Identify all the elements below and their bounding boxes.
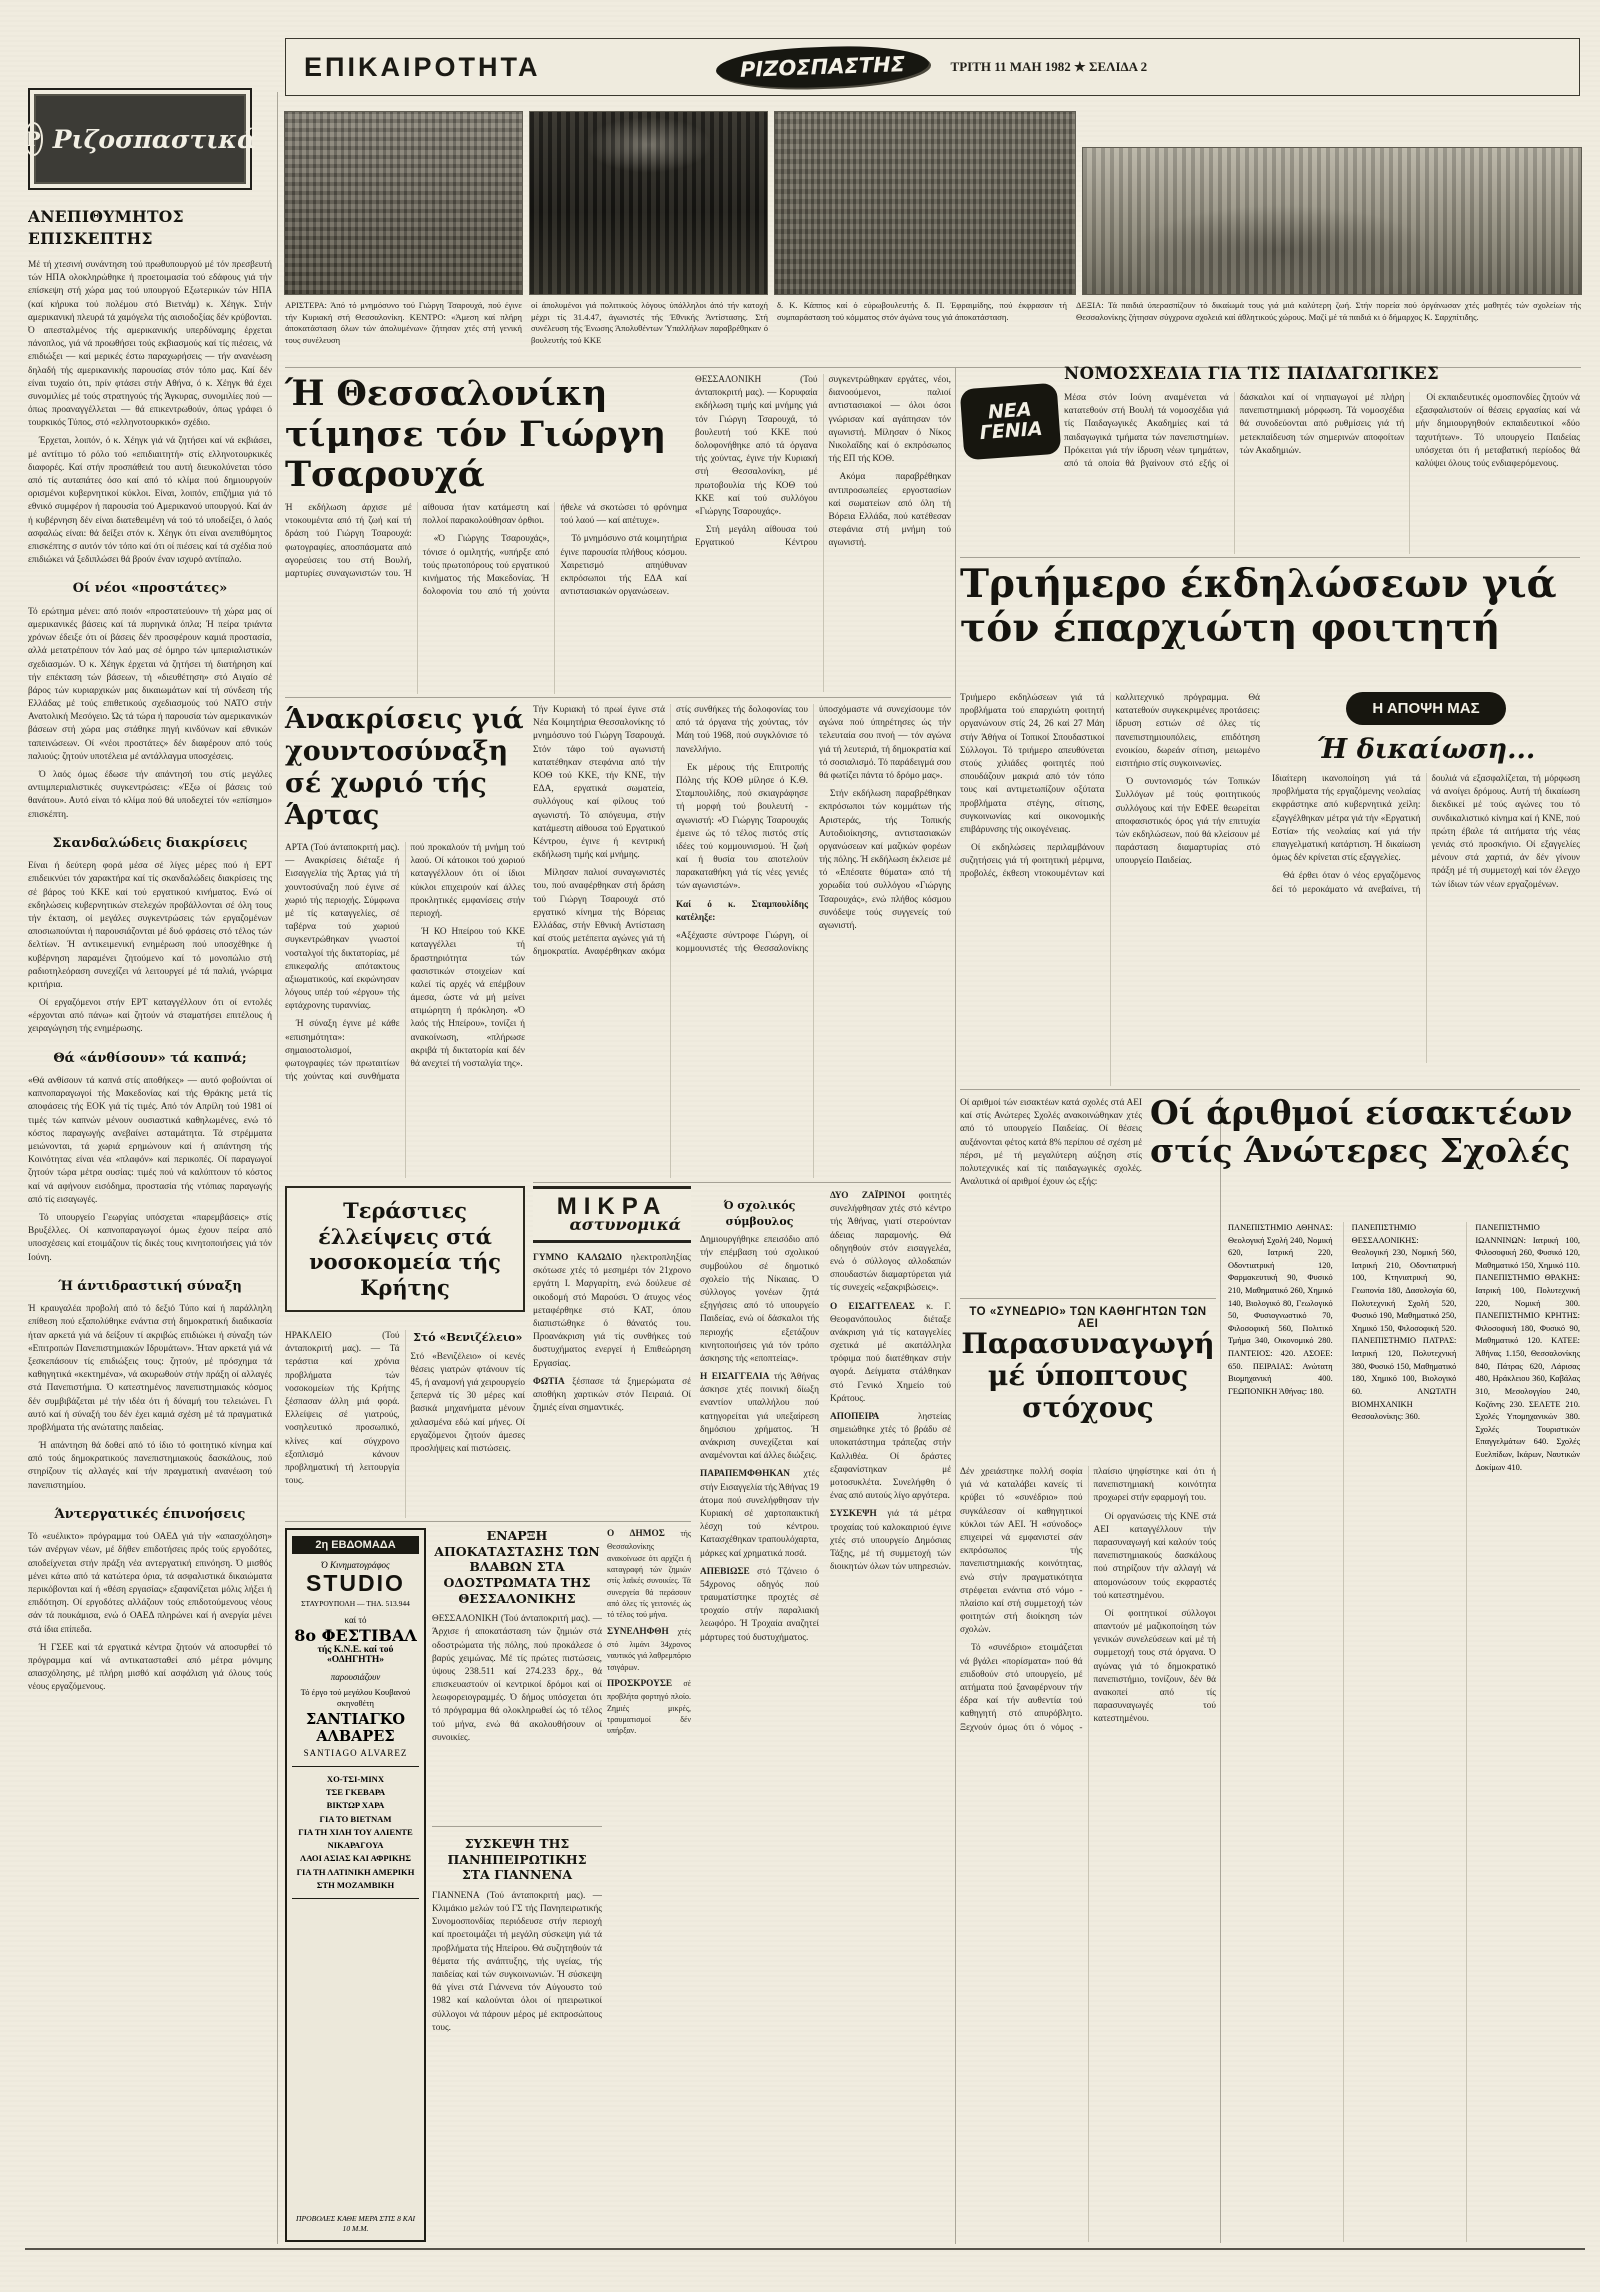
news-brief: [533, 1376, 691, 1416]
ad-presents: παρουσιάζουν: [330, 1672, 381, 1682]
photo-union-meeting: [775, 112, 1075, 294]
brief-text: χτές στήν Εισαγγελία τής Άθήνας 19 άτομα πού συνελήφθησαν τήν Κυριακή σέ χαρτοπαικτική λέσχη τού κέντρου. Κατασχέθηκαν τραπουλόχαρτα, μάρκες καί χρηματικά ποσά.: [700, 1469, 819, 1559]
article-crete-body: [285, 1330, 525, 1518]
opinion-column: [1272, 692, 1580, 1086]
paragraph: ΘΕΣΣΑΛΟΝΙΚΗ (Τού άνταποκριτή μας). — Άρχισε ή αποκατάσταση τών ζημιών στά οδοστρώματα τής πόλης, πού προκάλεσε ό βαρύς χειμώνας. Μέ τίς πρώτες πιστώσεις, ύψους 238.511 καί 274.233 δρχ., θά επισκευαστούν οί κεντρικοί δρόμοι καί οί λεωφορειογραμμές. Ό δήμος υπόσχεται ότι τό πρόγραμμα θά ολοκληρωθεί ώς τό τέλος τού μήνα, ενώ θά ακολουθήσουν οί συνοικίες.: [432, 1614, 602, 1743]
admissions-column: ΠΑΝΕΠΙΣΤΗΜΙΟ ΙΩΑΝΝΙΝΩΝ: Ιατρική 100, Φιλοσοφική 260, Φυσικό 120, Μαθηματικό 150, Χημικό 110. ΠΑΝΕΠΙΣΤΗΜΙΟ ΘΡΑΚΗΣ: Ιατρική 100, Πολυτεχνική 220, Νομική 300. ΠΑΝΕΠΙΣΤΗΜΙΟ ΚΡΗΤΗΣ: Φιλοσοφική 180, Φυσικό 90, Μαθηματικό 120. ΚΑΤΕΕ: Άθήνας 1.150, Θεσσαλονίκης 840, Πάτρας 620, Λάρισας 480, Ηράκλειου 360, Καβάλας 310, Μεσολογγίου 240, Κοζάνης 230. ΣΕΛΕΤΕ 210. Σχολές Υπομηχανικών 380. Σχολές Τουριστικών Επαγγελμάτων 640. Σχολές Ευελπίδων, Ικάρων, Ναυτικών Δοκίμων 410.: [1466, 1222, 1580, 2242]
article-road-repairs: [432, 1528, 602, 1818]
section-divider: [960, 1089, 1580, 1090]
quote: «Αξέχαστε σύντροφε Γιώργη, οί κομμουνιστές τής Θεσσαλονίκης ύποσχόμαστε νά συνεχίσουμε τόν αγώνα πού ύπηρέτησες ώς τήν τελευταία σου πνοή — τόν αγώνα γιά τή λευτεριά, τή δημοκρατία καί τό σοσιαλισμό. Τό παράδειγμά σου θά φωτίζει πάντα τό δρόμο μας».: [676, 705, 951, 955]
paragraph: Οί εκπαιδευτικές ομοσπονδίες ζητούν νά εξασφαλιστούν οί θέσεις εργασίας καί νά μήν δημιουργηθούν εκπαιδευτικοί «δύο ταχυτήτων». Τό υπουργείο Παιδείας υπόσχεται ότι ή μεταβατική περίοδος θά καλύψει όλους τούς ενδιαφερόμενους.: [1415, 393, 1580, 469]
paragraph: Στή μεγάλη αίθουσα τού Εργατικού Κέντρου συγκεντρώθηκαν εργάτες, νέοι, διανοούμενοι, παλιοί αντιστασιακοί — όλοι όσοι γνώρισαν καί αγάπησαν τόν αγωνιστή. Μίλησαν ό Νίκος Νικολαΐδης καί ό εκπρόσωπος τής ΕΠ τής ΚΟΘ.: [695, 375, 951, 549]
news-brief: [607, 1528, 691, 1621]
brief-lead: Η ΕΙΣΑΓΓΕΛΙΑ: [700, 1372, 770, 1383]
article-unwanted-visitor: [28, 206, 272, 2242]
ad-film-title: ΤΣΕ ΓΚΕΒΑΡΑ: [325, 1786, 386, 1797]
paragraph: Τό ερώτημα μένει: από ποιόν «προστατεύουν» τή χώρα μας οί αμερικανικές βάσεις καί τά πυρηνικά όπλα; Ή πείρα τριάντα χρόνων έδειξε ότι οί βάσεις δέν προσφέρουν καμιά προστασία, αλλά μετατρέπουν τόν λαό μας σέ όμηρο τών ιμπεριαλιστικών σχεδιασμών. Ό κ. Χέηγκ έρχεται νά ζητήσει τή διατήρηση καί τήν επέκταση τών βάσεων, τή «διευθέτηση» στό Αιγαίο σέ βάρος τών κυριαρχικών μας δικαιωμάτων καί τή σύνδεση τής Ελλάδας μέ τούς επιθετικούς σχεδιασμούς τού ΝΑΤΟ στήν Ανατολική Μεσόγειο. Ώς τά τώρα ή παρουσία τών αμερικανικών βάσεων στή χώρα μας στάθηκε πηγή κινδύνων καί εθνικών ταπεινώσεων. Οί «νέοι προστάτες» δέν διαφέρουν από τούς παλιούς: ζητούν υποτέλεια μέ αντάλλαγμα υποσχέσεις.: [28, 606, 272, 762]
ad-film-title: ΣΤΗ ΜΟΖΑΜΒΙΚΗ: [316, 1880, 395, 1891]
brief-text: ληστείας σημειώθηκε χτές τό βράδυ σέ υποκατάστημα τράπεζας στήν Καλλιθέα. Οί δράστες εξαφανίστηκαν μέ μοτοσυκλέτα. Συνελήφθη ό ένας από αυτούς λίγο αργότερα.: [830, 1412, 951, 1502]
news-brief: [830, 1411, 951, 1503]
admissions-column: ΠΑΝΕΠΙΣΤΗΜΙΟ ΘΕΣΣΑΛΟΝΙΚΗΣ: Θεολογική 230, Νομική 560, Ιατρική 210, Οδοντιατρική 100, Κτηνιατρική 90, Γεωπονία 180, Δασολογία 60, Πολυτεχνική Σχολή 520, Φυσικό 190, Μαθηματικό 250, Χημικό 150, Φιλοσοφική 520. ΠΑΝΕΠΙΣΤΗΜΙΟ ΠΑΤΡΑΣ: Ιατρική 120, Πολυτεχνική 380, Φυσικό 150, Μαθηματικό 180, Χημικό 100, Βιολογικό 60. ΑΝΩΤΑΤΗ ΒΙΟΜΗΧΑΝΙΚΗ Θεσσαλονίκης: 360.: [1343, 1222, 1457, 2242]
brief-text: τής Άθήνας άσκησε χτές ποινική δίωξη εναντίον υπαλλήλου πού κατηγορείται γιά υπεξαίρεση δημόσιου χρήματος. Ή ανάκριση συνεχίζεται καί αναμένονται καί άλλες διώξεις.: [700, 1372, 819, 1462]
subheading: Στό «Βενιζέλειο»: [413, 1331, 523, 1344]
article-tsarouchas-continuation: [533, 704, 951, 1178]
article-student-events-body: [960, 692, 1260, 1086]
quote-lead: [676, 899, 808, 925]
paragraph: Ό λαός όμως έδωσε τήν απάντησή του στίς μεγάλες αντιιμπεριαλιστικές συγκεντρώσεις: «Έξω οί βάσεις τού θανάτου». Αυτό είναι τό κλίμα πού θά υποδεχτεί τόν «επίσημο» επισκέπτη.: [28, 770, 272, 820]
mikra-section-header: [533, 1186, 691, 1243]
brief-text: ηλεκτροπληξίας σκότωσε χτές τό μεσημέρι τόν 21χρονο εργάτη Ι. Μαργαρίτη, ενώ δούλευε σέ οικοδομή στό Μαρούσι. Ό άτυχος νέος μεταφέρθηκε στό ΚΑΤ, όπου διαπιστώθηκε ό θάνατός του. Προανάκριση γιά τίς συνθήκες τού δυστυχήματος ενεργεί ή Επιθεώρηση Εργασίας.: [533, 1253, 691, 1369]
headline-crete-hospitals: Τεράστιες έλλείψεις στά νοσοκομεία τής Κρήτης: [309, 1198, 501, 1300]
mikra-subtitle: αστυνομικά: [569, 1215, 681, 1234]
article-body: [432, 1613, 602, 1818]
photo-assembly-hall: [530, 112, 767, 294]
dateline: ΤΡΙΤΗ 11 ΜΑΗ 1982 ★ ΣΕΛΙΔΑ 2: [950, 59, 1148, 74]
paragraph: Τό «ευέλικτο» πρόγραμμα τού ΟΑΕΔ γιά τήν «απασχόληση» τών ανέργων νέων, μέ δήθεν επιδοτήσεις πρός τούς εργοδότες, αποδείχνεται στήν πράξη νέα αντεργατική επινόηση. Ό μισθός μένει κάτω από τά κατώτερα όρια, τά ασφαλιστικά δικαιώματα περικόβονται καί ή «θέση εργασίας» εξαφανίζεται μόλις λήξει ή επιδότηση. Οί εργοδότες αλλάζουν τούς επιδοτούμενους νέους σάν τά πουκάμισα, ενώ ό ΟΑΕΔ πληρώνει καί ή ανεργία μένει στά ίδια επίπεδα.: [28, 1532, 272, 1635]
news-brief: [607, 1626, 691, 1673]
article-tsarouchas-body: [285, 502, 687, 694]
brief-text: φοιτητές συνελήφθησαν χτές στό κέντρο τής Άθήνας, γιατί στερούνταν άδειας παραμονής. Θά οδηγηθούν στόν εισαγγελέα, ενώ ό σύλλογος αλλοδαπών σπουδαστών διαμαρτύρεται γιά τίς συνεχείς «εξακριβώσεις».: [830, 1191, 951, 1294]
ad-festival-subtitle: τής Κ.Ν.Ε. καί τού «ΟΔΗΓΗΤΗ»: [317, 1645, 394, 1665]
mikra-column-1: [533, 1252, 691, 1514]
brief-lead: ΠΡΟΣΚΡΟΥΣΕ: [607, 1678, 673, 1689]
paragraph: ΗΡΑΚΛΕΙΟ (Τού άνταποκριτή μας). — Τά τεράστια καί χρόνια προβλήματα τών νοσοκομείων τής Κρήτης ξέσπασαν άλλη μιά φορά. Ελλείψεις σέ γιατρούς, νοσηλευτικό προσωπικό, κλίνες καί σύγχρονο εξοπλισμό κάνουν προβληματική τή λειτουργία τους.: [285, 1331, 400, 1487]
ad-film-title: ΒΙΚΤΩΡ ΧΑΡΑ: [326, 1800, 385, 1811]
brief-text: χτές στό λιμάνι 34χρονος ναυτικός γιά λαθρεμπόριο τσιγάρων.: [607, 1626, 691, 1672]
article-giannena-meeting: [432, 1836, 602, 2220]
ad-cinema-pre: Ό Κινηματογράφος: [321, 1560, 390, 1570]
paragraph: Τό «συνέδριο» ετοιμάζεται νά βγάλει «πορίσματα» πού θά επιδοθούν στό υπουργείο, μέ αιτήματα πού ξαναφέρνουν τήν έδρα καί τήν αυθεντία τού καθηγητή στό απυρόβλητο. Ξεχνούν όμως ότι ό νόμος - πλαίσιο ψηφίστηκε καί ότι ή πανεπιστημιακή κοινότητα προχωρεί στήν εφαρμογή του.: [960, 1467, 1216, 1733]
photo-memorial-crowd: [285, 112, 522, 294]
paragraph: Στήν εκδήλωση παραβρέθηκαν εκπρόσωποι τών κομμάτων τής Αριστεράς, τής Τοπικής Αυτοδιοίκησης, αντιστασιακών οργανώσεων καί μαζικών φορέων τής πόλης. Ή εκδήλωση έκλεισε μέ τό «Επέσατε θύματα» από τή χορωδία τού συλλόγου «Γιώργης Τσαρουχάς», ενώ πλήθος κόσμου συνόδεψε τούς συγγενείς τού αγωνιστή.: [819, 789, 951, 931]
paragraph: Ή ΚΟ Ηπείρου τού ΚΚΕ καταγγέλλει τή δραστηριότητα τών φασιστικών στοιχείων καί καλεί τίς αρχές νά επέμβουν άμεσα, ώστε νά μή μείνει ατιμώρητη ή πρόκληση. «Ό λαός τής Ηπείρου», τονίζει ή ανακοίνωση, «πλήρωσε ακριβά τή δικτατορία καί δέν θά ανεχτεί τή νοσταλγία της».: [410, 927, 525, 1069]
brief-text: τής Θεσσαλονίκης ανακοίνωσε ότι αρχίζει ή καταγραφή τών ζημιών στίς λαϊκές συνοικίες. Τά συνεργεία θά περάσουν από όλες τίς γειτονιές ώς τό τέλος τού μήνα.: [607, 1529, 691, 1620]
subheading: Οί νέοι «προστάτες»: [72, 581, 228, 597]
section-divider: [285, 697, 951, 698]
paragraph: Έρχεται, λοιπόν, ό κ. Χέηγκ γιά νά ζητήσει καί νά εκβιάσει, μέ αντίτιμο τό ρόλο τού «επιδιαιτητή» στίς ελληνοτουρκικές διαφορές. Καί στήν προσπάθειά του αυτή διευκολύνεται τόσο από τίς αυταπάτες όσο καί από τό κλίμα πού δημιουργούν ορισμένοι κυβερνητικοί κύκλοι. Είναι, λοιπόν, επιζήμια γιά τό εθνικό συμφέρον ή παρουσία τού Αμερικανού υπουργού. Καί άν ή κυβέρνηση δέν είναι διατεθειμένη νά τού τό υποδείξει, ό λαός ασφαλώς είναι: θά δείξει στόν κ. Χέηγκ ότι είναι ανεπιθύμητος επισκέπτης σ αυτόν τόν τόπο καί ότι οί πιέσεις καί τά σχέδια πού επιδιώκει νά ξεδιπλώσει θά βρούν έναν ισχυρό αντίπαλο.: [28, 436, 272, 566]
article-arta-body: [285, 842, 525, 1178]
paragraph: Οί φοιτητικοί σύλλογοι απαντούν μέ μαζικοποίηση τών γενικών συνελεύσεων καί μέ τή συμμετοχή τους στά όργανα. Ό αγώνας γιά τό δημοκρατικό πανεπιστήμιο, τονίζουν, δέν θά ανακοπεί από τίς παρασυναγωγές τού κατεστημένου.: [1093, 1608, 1216, 1725]
subheading: Σκανδαλώδεις διακρίσεις: [52, 835, 248, 851]
section-divider: [533, 1182, 951, 1183]
news-brief: [700, 1468, 819, 1560]
news-brief: [830, 1190, 951, 1296]
news-brief: [700, 1371, 819, 1463]
ad-film-list: [292, 1766, 419, 1900]
column-rule: [955, 368, 956, 2244]
ad-week-banner: 2η ΕΒΔΟΜΑΔΑ: [292, 1536, 419, 1554]
article-tsarouchas-lead: [695, 374, 951, 692]
paragraph: Εκ μέρους τής Επιτροπής Πόλης τής ΚΟΘ μίλησε ό Κ.Θ. Σταμπουλίδης, πού σκιαγράφησε τή μορφή τού βουλευτή - αγωνιστή: «Ό Γιώργης Τσαρουχάς έμεινε ώς τό τέλος πιστός στίς ιδέες τού κομμουνισμού. Ή ζωή καί ή θυσία του αποτελούν παρακαταθήκη γιά τίς νέες γενιές τών αγωνιστών».: [676, 762, 808, 892]
paragraph: Ή εκδήλωση άρχισε μέ ντοκουμέντα από τή ζωή καί τή δράση τού Γιώργη Τσαρουχά: φωτογραφίες, αποσπάσματα από αγορεύσεις του στή Βουλή, μαρτυρίες συναγωνιστών του. Ή αίθουσα ήταν κατάμεστη καί πολλοί παρακολούθησαν όρθιοι.: [285, 503, 550, 579]
headline-giannena-meeting: ΣΥΣΚΕΨΗ ΤΗΣ ΠΑΝΗΠΕΙΡΩΤΙΚΗΣ ΣΤΑ ΓΙΑΝΝΕΝΑ: [447, 1836, 587, 1883]
page-bottom-rule: [25, 2248, 1585, 2250]
headline-vindication: Ή δικαίωση...: [1316, 734, 1536, 765]
nea-genia-badge: [960, 383, 1062, 461]
paragraph: Μίλησαν παλιοί συναγωνιστές του, πού αναφέρθηκαν στή δράση τού Γιώργη Τσαρουχά στό εργατικό κίνημα τής Βόρειας Ελλάδας, στήν Εθνική Αντίσταση καί στούς μετέπειτα αγώνες γιά τή δημοκρατία. Αναφέρθηκαν ακόμα στίς συνθήκες τής δολοφονίας του από τά όργανα τής χούντας, τόν Μάη τού 1968, πού συγκλόνισε τό πανελλήνιο.: [533, 705, 808, 958]
paragraph: Στό «Βενιζέλειο» οί κενές θέσεις γιατρών φτάνουν τίς 45, ή αναμονή γιά χειρουργείο ξεπερνά τίς 30 μέρες καί βασικά μηχανήματα μένουν χαλασμένα εδώ καί μήνες. Οί εργαζόμενοι ζητούν άμεσες προσλήψεις καί πιστώσεις.: [410, 1351, 525, 1454]
ad-connector: καί τό: [344, 1615, 367, 1625]
subheading: Ό σχολικός σύμβουλος: [723, 1199, 796, 1228]
article-parasynagogue-body: [960, 1466, 1216, 2242]
paragraph: Είναι ή δεύτερη φορά μέσα σέ λίγες μέρες πού ή ΕΡΤ επιδεικνύει τόν χαρακτήρα καί τίς σκανδαλώδεις διακρίσεις της σέ βάρος τού ΚΚΕ καί τού εργατικού κινήματος. Ενώ οί εκδηλώσεις κυβερνητικών στελεχών προβάλλονται σέ όλη τους τήν έκταση, οί μεγάλες συγκεντρώσεις τών εργαζομένων αποσιωπούνται ή παρουσιάζονται μέ δυό φράσεις στό τέλος τών δελτίων. Ή αντικειμενική ενημέρωση πού υποσχέθηκε ή κυβέρνηση παραμένει ζητούμενο καί τό μονοπώλιο στή ραδιοτηλεόραση συνεχίζει νά λειτουργεί μέ τά παλιά, γνώριμα κριτήρια.: [28, 861, 272, 990]
rizospastika-emblem-icon: [24, 122, 43, 156]
masthead-logo: [715, 43, 929, 90]
paragraph: Ή σύναξη έγινε μέ κάθε «επισημότητα»: σημαιοστολισμοί, φωτογραφίες τών πρωταιτίων τής χούντας καί συνθήματα πού προκαλούν τή μνήμη τού λαού. Οί κάτοικοι τού χωριού καταγγέλλουν ότι οί ίδιοι κύκλοι επιχειρούν καί άλλες προκλητικές εμφανίσεις στήν περιοχή.: [285, 843, 525, 1083]
admissions-number-lists: [1228, 1222, 1580, 2242]
news-brief: [533, 1252, 691, 1371]
photo-children-march: [1083, 148, 1581, 294]
article-title: ΑΝΕΠΙΘΥΜΗΤΟΣ ΕΠΙΣΚΕΠΤΗΣ: [28, 207, 184, 248]
ad-footer-note: ΠΡΟΒΟΛΕΣ ΚΑΘΕ ΜΕΡΑ ΣΤΙΣ 8 ΚΑΙ 10 Μ.Μ.: [295, 2214, 416, 2234]
brief-text: ξέσπασε τά ξημερώματα σέ αποθήκη χαρτικών στόν Πειραιά. Οί ζημιές είναι σημαντικές.: [533, 1376, 691, 1414]
subheading: Άντεργατικές έπινοήσεις: [54, 1506, 246, 1522]
headline-admission-numbers: Οί άριθμοί είσακτέων στίς Άνώτερες Σχολές: [1150, 1093, 1573, 1170]
brief-lead: ΓΥΜΝΟ ΚΑΛΩΔΙΟ: [533, 1253, 622, 1263]
paragraph: Ιδιαίτερη ικανοποίηση γιά τά προβλήματα τής εργαζόμενης νεολαίας εκφράστηκε από κυβερνητικά χείλη: εξαγγέλθηκαν μέτρα γιά τήν «Εργατική Εστία» τής νεολαίας καί γιά τήν επαγγελματική κατάρτιση. Ή δικαίωση όμως δέν κρίνεται στίς εξαγγελίες.: [1272, 774, 1421, 864]
cinema-advertisement: [285, 1528, 426, 2242]
brief-lead: ΠΑΡΑΠΕΜΦΘΗΚΑΝ: [700, 1469, 791, 1480]
subheading: Ή άντιδραστική σύναξη: [58, 1278, 242, 1294]
ad-film-title: ΓΙΑ ΤΗ ΧΙΛΗ ΤΟΥ ΑΛΙΕΝΤΕ: [298, 1826, 413, 1837]
paragraph: Ακόμα παραβρέθηκαν αντιπροσωπείες εργοστασίων καί σωματείων από όλη τή Βόρεια Ελλάδα, πού κατέθεσαν στεφάνια στή μνήμη τού αγωνιστή.: [828, 472, 951, 549]
paragraph: Οί εκδηλώσεις περιλαμβάνουν συζητήσεις γιά τή φοιτητική μέριμνα, προβολές, έκθεση ντοκουμέντων καί καλλιτεχνικό πρόγραμμα. Θά κατατεθούν συγκεκριμένες προτάσεις: ίδρυση εστιών σέ όλες τίς πανεπιστημιουπόλεις, επιδότηση ενοικίου, δωρεάν σίτιση, μειωμένο εισιτήριο στίς συγκοινωνίες.: [960, 693, 1260, 880]
brief-lead: ΔΥΟ ΖΑΪΡΙΝΟΙ: [830, 1191, 906, 1201]
brief-lead: ΦΩΤΙΑ: [533, 1376, 565, 1387]
paragraph: Οί οργανώσεις τής ΚΝΕ στά ΑΕΙ καταγγέλλουν τήν παρασυναγωγή καί καλούν τούς πανεπιστημιακούς δασκάλους πού στηρίζουν τήν αλλαγή νά απομονώσουν τούς εκφραστές τού κατεστημένου.: [1093, 1511, 1216, 1601]
ad-film-title: ΝΙΚΑΡΑΓΟΥΑ: [327, 1840, 384, 1851]
brief-text: κ. Γ. Θεοφανόπουλος διέταξε ανάκριση γιά τίς καταγγελίες σχετικά μέ ακατάλληλα τρόφιμα πού διατέθηκαν στήν αγορά. Δείγματα στάλθηκαν στό Γενικό Χημείο τού Κράτους.: [830, 1301, 951, 1404]
paragraph: Οί εργαζόμενοι στήν ΕΡΤ καταγγέλλουν ότι οί εντολές «έρχονται από πάνω» καί ζητούν νά σταματήσει επιτέλους ή χειραγώγηση τής ενημέρωσης.: [28, 998, 272, 1035]
ad-film-title: ΛΑΟΙ ΑΣΙΑΣ ΚΑΙ ΑΦΡΙΚΗΣ: [300, 1853, 411, 1864]
paragraph: Ή κραυγαλέα προβολή από τό δεξιό Τύπο καί ή παράλληλη επίθεση πού εξαπολύθηκε ενάντια στή δημοκρατική διαδικασία ήταν αρκετά γιά νά δείξουν τί ακριβώς επιδιώκει ή σύναξη τών «Επιτροπών Πανεπιστημιακών Ιδρυμάτων». Ήταν αρκετά γιά νά ξεσκεπάσουν τίς επιδιώξεις τους: ζητούν, μέ πρόσχημα τά καθηγητικά «κεκτημένα», νά ακυρωθούν στήν πράξη οί αλλαγές στά Πανεπιστήμια. Ό κατεστημένος πανεπιστημιακός κόσμος δέν συμβιβάζεται μέ τήν ιδέα ότι ή δύναμή του τελειώνει. Γι αυτό καί ή σύναξή του δέν έχει καμιά σχέση μέ τά πραγματικά προβλήματα τής ανώτατης παιδείας.: [28, 1304, 272, 1433]
ad-film-title: ΧΟ-ΤΣΙ-ΜΙΝΧ: [326, 1773, 385, 1784]
badge-line: ΓΕΝΙΑ: [979, 417, 1044, 444]
subheading: Θά «άνθίσουν» τά καπνά;: [53, 1050, 247, 1066]
paragraph: Μέσα στόν Ιούνη αναμένεται νά κατατεθούν στή Βουλή τά νομοσχέδια γιά τίς Παιδαγωγικές Ακαδημίες καί τά παιδαγωγικά τμήματα τών πανεπιστημίων. Πρόκειται γιά τήν ίδρυση νέων τμημάτων, από τά οποία θά βγαίνουν στό εξής οί δάσκαλοι καί οί νηπιαγωγοί μέ πλήρη πανεπιστημιακή μόρφωση. Τά νομοσχέδια θά συνοδεύονται από ρυθμίσεις γιά τή μετεκπαίδευση τών σημερινών αποφοίτων τών Ακαδημιών.: [1064, 393, 1405, 469]
mikra-column-2: [700, 1190, 819, 2242]
headline-road-repairs: ΕΝΑΡΞΗ ΑΠΟΚΑΤΑΣΤΑΣΗΣ ΤΩΝ ΒΛΑΒΩΝ ΣΤΑ ΟΔΟΣΤΡΩΜΑΤΑ ΤΗΣ ΘΕΣΣΑΛΟΝΙΚΗΣ: [434, 1528, 600, 1606]
paragraph: «Ό Γιώργης Τσαρουχάς», τόνισε ό ομιλητής, «υπήρξε από τούς πρωτοπόρους τού εργατικού κινήματος τής Μακεδονίας. Ή δολοφονία του από τή χούντα ήθελε νά σκοτώσει τό φρόνημα τού λαού — καί απέτυχε».: [422, 503, 687, 598]
ad-cinema-name: STUDIO: [306, 1570, 405, 1596]
paragraph: Ή απάντηση θά δοθεί από τό ίδιο τό φοιτητικό κίνημα καί από τούς δημοκρατικούς πανεπιστημιακούς δασκάλους, πού στηρίζουν τίς αλλαγές καί τήν πραγματική ανανέωση τού πανεπιστημίου.: [28, 1441, 272, 1491]
brief-lead: Ο ΕΙΣΑΓΓΕΛΕΑΣ: [830, 1301, 915, 1312]
paragraph: Τριήμερο εκδηλώσεων γιά τά προβλήματα τού επαρχιώτη φοιτητή οργανώνουν στίς 24, 26 καί 27 Μάη στήν Άθήνα οί Τοπικοί Σπουδαστικοί Σύλλογοι. Τό τριήμερο απευθύνεται στούς χιλιάδες φοιτητές πού σπουδάζουν μακριά από τόν τόπο τους καί αντιμετωπίζουν οξύτατα προβλήματα στέγης, σίτισης, συγκοινωνίας καί οικονομικής επιβάρυνσης τής οικογένειας.: [960, 693, 1105, 835]
paragraph: ΑΡΤΑ (Τού άνταποκριτή μας). — Ανακρίσεις διέταξε ή Εισαγγελία τής Άρτας γιά τή χουντοσύναξη πού έγινε σέ χωριό τής περιοχής. Σύμφωνα μέ τίς καταγγελίες, σέ ταβέρνα τού χωριού συγκεντρώθηκαν γνωστοί νοσταλγοί τής δικτατορίας, μέ επικεφαλής απότακτους αξιωματικούς, καί εκφώνησαν λόγους υπέρ τού «έργου» τής εφτάχρονης τυραννίας.: [285, 843, 400, 1012]
opinion-body: [1272, 773, 1580, 1063]
headline-parasynagogue: Παρασυναγωγή μέ ύποπτους στόχους: [961, 1327, 1215, 1425]
rizospastika-brand-text: Ριζοσπαστικά: [52, 124, 257, 154]
photo-caption: οί άπολυμένοι γιά πολιτικούς λόγους ύπάλληλοι άπό τήν κατοχή μέχρι τίς 31.4.47, άγωνιστές τής Έθνικής Άντίστασης. Στή συνέλευση τής Ένωσης Άπολυθέντων Ύπαλλήλων παραβρέθηκαν ό βουλευτής τού ΚΚΕ: [531, 300, 768, 345]
paragraph: Θά έρθει όταν ό νέος εργαζόμενος δεί τό μεροκάματο νά ανεβαίνει, τή δουλιά νά εξασφαλίζεται, τή μόρφωση νά ανοίγει δρόμους. Αυτή τή δικαίωση διεκδικεί μέ τούς αγώνες του τό συνδικαλιστικό κίνημα καί ή ΚΝΕ, πού πρώτη έβαλε τά αιτήματα τής νέας γενιάς στό προσκήνιο. Οί εξαγγελίες μένουν στά χαρτιά, άν δέν γίνουν πράξη μέ τή συμμετοχή καί τόν έλεγχο τών ίδιων τών νέων εργαζομένων.: [1272, 774, 1580, 895]
article-body: [432, 1890, 602, 2220]
paragraph: Δέν χρειάστηκε πολλή σοφία γιά νά καταλάβει κανείς τί κρύβει τό «συνέδριο» πού συγκάλεσαν οί καθηγητικοί κύκλοι τών ΑΕΙ. Ή «σύνοδος» επιχειρεί νά εμφανιστεί σάν εκπρόσωπος τής πανεπιστημιακής κοινότητας, ενώ στήν πραγματικότητα στρέφεται ενάντια στό νόμο - πλαίσιο καί στή συμμετοχή τών φοιτητών στή διοίκηση τών σχολών.: [960, 1467, 1083, 1636]
column-rule: [277, 92, 278, 2244]
paragraph: «Θά ανθίσουν τά καπνά στίς αποθήκες» — αυτό φοβούνται οί καπνοπαραγωγοί τής Μακεδονίας καί τής Θράκης μετά τίς αποφάσεις τής ΕΟΚ γιά τίς τιμές. Από τόν Απρίλη τού 1981 οί τιμές τών καπνών μένουν ουσιαστικά καθηλωμένες, ενώ τό κόστος παραγωγής ανεβαίνει ασταμάτητα. Τά στρέμματα μειώνονται, τά χωριά ερημώνουν καί ή απάντηση τής Κοινότητας είναι νέα «πλαφόν» καί περικοπές. Οί παραγωγοί ζητούν τώρα μέτρα ουσίας: τιμές πού νά καλύπτουν τό κόστος καί νά αφήνουν εισόδημα, προστασία τής ντόπιας παραγωγής από τίς εισαγωγές.: [28, 1076, 272, 1205]
paragraph: Τό μνημόσυνο στά κοιμητήρια έγινε παρουσία πλήθους κόσμου. Χαιρετισμό απηύθυναν εκπρόσωποι τής ΕΔΑ καί αντιστασιακών οργανώσεων.: [560, 534, 687, 598]
brief-lead: ΑΠΕΒΙΩΣΕ: [700, 1566, 750, 1577]
ad-director-name: ΣΑΝΤΙΑΓΚΟ ΑΛΒΑΡΕΣ: [305, 1711, 406, 1745]
ad-festival-title: 8ο ΦΕΣΤΙΒΑΛ: [294, 1626, 417, 1645]
paragraph: Ή ΓΣΕΕ καί τά εργατικά κέντρα ζητούν νά αποσυρθεί τό πρόγραμμα καί νά αντικατασταθεί από μέτρα μόνιμης απασχόλησης, μέ πλήρη μισθό καί ασφάλιση γιά όλους τούς νέους εργαζόμενους.: [28, 1642, 272, 1693]
headline-student-events: Τριήμερο έκδηλώσεων γιά τόν έπαρχιώτη φοιτητή: [960, 561, 1557, 652]
ad-cinema-address: ΣΤΑΥΡΟΥΠΟΛΗ — ΤΗΛ. 513.944: [301, 1599, 410, 1608]
section-divider: [285, 1521, 691, 1522]
paragraph: Ό συντονισμός τών Τοπικών Συλλόγων μέ τούς φοιτητικούς συλλόγους καί τήν ΕΦΕΕ θεωρείται αποφασιστικός όρος γιά τήν επιτυχία τών εκδηλώσεων, πού θά κλείσουν μέ παράσταση διαμαρτυρίας στό υπουργείο Παιδείας.: [1115, 777, 1260, 867]
news-brief: [607, 1678, 691, 1737]
kicker-professors-congress: ΤΟ «ΣΥΝΕΔΡΙΟ» ΤΩΝ ΚΑΘΗΓΗΤΩΝ ΤΩΝ ΑΕΙ: [969, 1306, 1207, 1330]
brief-lead: ΑΠΟΠΕΙΡΑ: [830, 1412, 880, 1422]
badge-line: ΝΕΑ: [987, 398, 1033, 424]
rizospastika-brand-box: [25, 88, 257, 190]
brief-lead: ΣΥΝΕΛΗΦΘΗ: [607, 1626, 669, 1637]
mikra-column-3: [830, 1190, 951, 2242]
headline-thessaloniki-tsarouchas: Ή Θεσσαλονίκη τίμησε τόν Γιώργη Τσαρουχά: [285, 373, 667, 496]
paragraph: ΘΕΣΣΑΛΟΝΙΚΗ (Τού άνταποκριτή μας). — Κορυφαία εκδήλωση τιμής καί μνήμης γιά τόν Γιώργη Τσαρουχά, τό βουλευτή τού ΚΚΕ πού δολοφονήθηκε από τά όργανα τής χούντας, έγινε τήν Κυριακή στή Θεσσαλονίκη, μέ πρωτοβουλία τής ΚΟΘ τού ΚΚΕ καί τού συλλόγου «Γιώργης Τσαρουχάς».: [695, 375, 818, 517]
brief-lead: ΣΥΣΚΕΨΗ: [830, 1509, 877, 1520]
headline-crete-hospitals-box: [285, 1186, 525, 1312]
paragraph: Τό υπουργείο Γεωργίας υπόσχεται «παρεμβάσεις» στίς Βρυξέλλες. Οί καπνοπαραγωγοί όμως έχουν πείρα από υποσχέσεις καί ετοιμάζουν τίς δικές τους κινητοποιήσεις γιά τόν Ιούνη.: [28, 1212, 272, 1263]
section-title: ΕΠΙΚΑΙΡΟΤΗΤΑ: [304, 51, 541, 82]
brief-text: στό Τζάνειο ό 54χρονος οδηγός πού τραυματίστηκε προχτές σέ τροχαίο στήν παραλιακή λεωφόρο. Ή Τροχαία αναζητεί μάρτυρες τού δυστυχήματος.: [700, 1566, 819, 1643]
ad-film-title: ΓΙΑ ΤΗ ΛΑΤΙΝΙΚΗ ΑΜΕΡΙΚΗ: [296, 1866, 415, 1877]
ad-film-title: ΓΙΑ ΤΟ ΒΙΕΤΝΑΜ: [319, 1813, 392, 1824]
brief-text: σέ προβλήτα φορτηγό πλοίο. Ζημιές μικρές, τραυματισμοί δέν υπήρξαν.: [607, 1678, 691, 1736]
brief-lead: Ο ΔΗΜΟΣ: [607, 1529, 665, 1539]
our-view-badge: Η ΑΠΟΨΗ ΜΑΣ: [1346, 692, 1505, 725]
mikra-column-1b: [607, 1528, 691, 2240]
column-rule: [1220, 1095, 1221, 2243]
section-divider: [432, 1826, 602, 1827]
emblem-letter: Ρ: [25, 127, 41, 151]
photo-caption: ΑΡΙΣΤΕΡΑ: Άπό τό μνημόσυνο τού Γιώργη Τσαρουχά, πού έγινε τήν Κυριακή στή Θεσσαλονίκη. ΚΕΝΤΡΟ: «Άμεση καί πλήρη άποκατάσταση όλων τών άπολυμένων» ζήτησαν χτές στή γενική τους συνέλευση: [285, 300, 522, 345]
brief-text: γιά τά μέτρα τροχαίας τού καλοκαιριού έγινε χτές στό υπουργείο Δημόσιας Τάξης, μέ τή συμμετοχή τών διοικητών όλων τών υπηρεσιών.: [830, 1509, 951, 1573]
headline-arta-junta: Άνακρίσεις γιά χουντοσύναξη σέ χωριό τής Άρτας: [285, 704, 524, 831]
photo-caption-row: [285, 300, 1581, 364]
article-admissions-intro: [960, 1097, 1142, 1293]
paragraph: ΓΙΑΝΝΕΝΑ (Τού άνταποκριτή μας). — Κλιμάκιο μελών τού ΓΣ τής Πανηπειρωτικής Συνομοσπονδίας περιόδευσε στήν περιοχή καί προετοιμάζει τή μεγάλη σύσκεψη γιά τά προβλήματα τής Ηπείρου. Θά συζητηθούν τά θέματα τής ανάπτυξης, τής υγείας, τής παιδείας καί τών συγκοινωνιών. Ή σύσκεψη θά γίνει στά Γιάννενα τόν Αύγουστο τού 1982 καί καλούνται όλοι οί ηπειρωτικοί σύλλογοι νά πάρουν μέρος μέ εκπροσώπους τους.: [432, 1890, 602, 2033]
page-header: [285, 38, 1580, 96]
masthead-text: ΡΙΖΟΣΠΑΣΤΗΣ: [739, 52, 905, 82]
mikra-title: ΜΙΚΡΑ: [556, 1193, 668, 1220]
article-education-bills-body: [1064, 392, 1580, 554]
ad-work-intro: Τό έργο τού μεγάλου Κουβανού σκηνοθέτη: [300, 1687, 411, 1708]
section-divider: [960, 557, 1580, 558]
paragraph: Δημιουργήθηκε επεισόδιο από τήν επέμβαση τού σχολικού συμβούλου σέ δημοτικό σχολείο τής Νίκαιας. Ό σύλλογος γονέων ζητά εξηγήσεις από τό υπουργείο Παιδείας, ενώ οί δάσκαλοι τής περιοχής εξετάζουν κινητοποιήσεις γιά τόν τρόπο άσκησης τής «εποπτείας».: [700, 1235, 819, 1364]
paragraph: Οί αριθμοί τών εισακτέων κατά σχολές στά ΑΕΙ καί στίς Ανώτερες Σχολές ανακοινώθηκαν χτές από τό υπουργείο Παιδείας. Οί θέσεις αυξάνονται φέτος κατά 8% περίπου σέ σχέση μέ πέρσι, μέ τή μεγαλύτερη αύξηση στίς πολυτεχνικές καί τίς παιδαγωγικές σχολές. Αναλυτικά οί αριθμοί έχουν ώς εξής:: [960, 1098, 1142, 1188]
paragraph: Μέ τή χτεσινή συνάντηση τού πρωθυπουργού μέ τόν πρεσβευτή τών ΗΠΑ ολοκληρώθηκε ή προετοιμασία τού εδάφους γιά τήν επίσκεψη στή χώρα μας τού υπουργού Εξωτερικών τών ΗΠΑ (καί κήρυκα τού πολέμου στό Βιετνάμ) κ. Χέηγκ. Στήν αμερικανική πλευρά τά χαμόγελα τής αισιοδοξίας δέν κρύβονται. Ό απεσταλμένος τής αμερικανικής υπερδύναμης έρχεται πάνοπλος, γιά νά προωθήσει τούς εκβιασμούς καί τίς πιέσεις, νά επιδιώξει — καί μερικές έστω παραχωρήσεις — τήν ανανέωση δηλαδή τής αμερικανικής παρουσίας στόν τόπο μας. Καί δέν είναι τυχαίο ότι, πρίν φτάσει στήν Αθήνα, ό κ. Χέηγκ θά έχει συνομιλίες μέ τούς στρατηγούς τής Άγκυρας, συνομιλίες πού — όπως προαναγγέλλεται — θά επικεντρωθούν, όπως γράφει ό τουρκικός Τύπος, στό «ελληνοτουρκικό» σχέδιο.: [28, 260, 272, 429]
photo-caption: ΔΕΞΙΑ: Τά παιδιά ύπερασπίζουν τό δικαίωμά τους γιά μιά καλύτερη ζωή. Στήν πορεία πού όργάνωσαν χτές μαθητές τών σχολείων τής Θεσσαλονίκης ζήτησαν σύγχρονα σχολειά καί άθλητικούς χώρους. Μαζί μέ τά παιδιά κι ό δήμαρχος Κ. Σαρχπίτιδης.: [1076, 300, 1581, 322]
news-brief: [830, 1301, 951, 1407]
headline-education-bills: ΝΟΜΟΣΧΕΔΙΑ ΓΙΑ ΤΙΣ ΠΑΙΔΑΓΩΓΙΚΕΣ: [1064, 364, 1440, 383]
quote-lead-text: Καί ό κ. Σταμπουλίδης κατέληξε:: [676, 899, 808, 923]
paragraph: Τήν Κυριακή τό πρωί έγινε στά Νέα Κοιμητήρια Θεσσαλονίκης τό μνημόσυνο τού Γιώργη Τσαρουχά. Στόν τάφο τού αγωνιστή κατατέθηκαν στεφάνια από τήν ΚΟΘ τού ΚΚΕ, τήν ΚΝΕ, τήν ΕΔΑ, εργατικά σωματεία, συλλόγους καί φίλους τού αγωνιστή. Τό απόγευμα, στήν κατάμεστη αίθουσα τού Εργατικού Κέντρου, έγινε ή κεντρική εκδήλωση τιμής καί μνήμης.: [533, 705, 665, 861]
admissions-column: ΠΑΝΕΠΙΣΤΗΜΙΟ ΑΘΗΝΑΣ: Θεολογική Σχολή 240, Νομική 620, Ιατρική 220, Οδοντιατρική 120, Φαρμακευτική 90, Φυσικό 210, Μαθηματικό 260, Χημικό 140, Βιολογικό 80, Γεωλογικό 50, Φυσιογνωστικό 70, Φιλοσοφική 560, Πολιτικό Τμήμα 340, Οικονομικό 280. ΠΑΝΤΕΙΟΣ: 420. ΑΣΟΕΕ: 650. ΠΕΙΡΑΙΑΣ: Ανώτατη Βιομηχανική 400. ΓΕΩΠΟΝΙΚΗ Άθήνας: 180.: [1228, 1223, 1333, 1396]
photo-caption: δ. Κ. Κάππος καί ό εύρωβουλευτής δ. Π. Έφραιμίδης, πού έκφρασαν τή συμπαράσταση τού κόμματος στόν άγώνα τους γιά άποκατάσταση.: [777, 300, 1067, 322]
section-divider: [960, 1298, 1216, 1299]
ad-director-latin: SANTIAGO ALVAREZ: [303, 1747, 408, 1758]
news-brief: [830, 1508, 951, 1574]
news-brief: [700, 1566, 819, 1645]
